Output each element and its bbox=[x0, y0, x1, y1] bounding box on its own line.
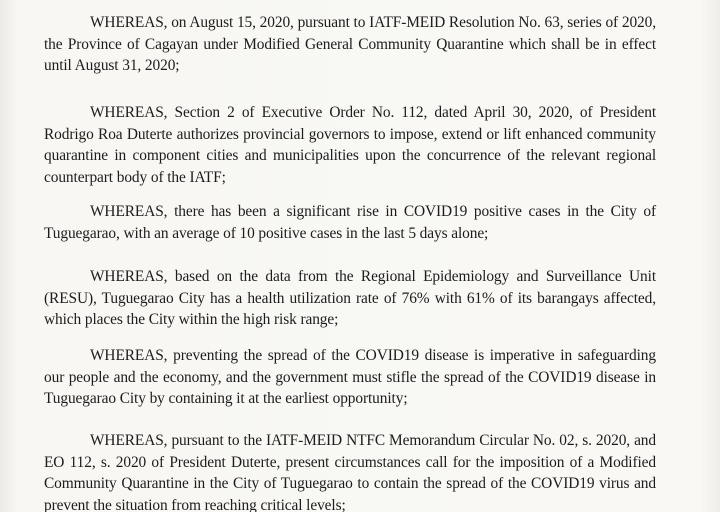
whereas-paragraph-5 bbox=[44, 345, 656, 410]
paragraph-text: WHEREAS, based on the data from the Regional Epidemiology and Surveillance Unit (RESU), Tuguegarao City has a health utilization rate of 76% with 61% of its barangays affected, which places the City within the high risk range; bbox=[44, 268, 656, 328]
paragraph-text: WHEREAS, Section 2 of Executive Order No. 112, dated April 30, 2020, of President Rodrigo Roa Duterte authorizes provincial governors to impose, extend or lift enhanced community quarantine in component cities and municipalities upon the concurrence of the relevant regional counterpart body of the IATF; bbox=[44, 104, 656, 186]
paragraph-text: WHEREAS, pursuant to the IATF-MEID NTFC Memorandum Circular No. 02, s. 2020, and EO 112, s. 2020 of President Duterte, present circumstances call for the imposition of a Modified Community Quarantine in the City of Tuguegarao to contain the spread of the COVID19 virus and prevent the situation from reaching critical levels; bbox=[44, 432, 656, 512]
whereas-paragraph-2 bbox=[44, 102, 656, 188]
paragraph-text: WHEREAS, there has been a significant rise in COVID19 positive cases in the City of Tuguegarao, with an average of 10 positive cases in the last 5 days alone; bbox=[44, 203, 656, 242]
whereas-paragraph-4 bbox=[44, 266, 656, 331]
paragraph-text: WHEREAS, preventing the spread of the COVID19 disease is imperative in safeguarding our people and the economy, and the government must stifle the spread of the COVID19 disease in Tuguegarao City by containing it at the earliest opportunity; bbox=[44, 347, 656, 407]
whereas-paragraph-3 bbox=[44, 201, 656, 244]
paragraph-text: WHEREAS, on August 15, 2020, pursuant to IATF-MEID Resolution No. 63, series of 2020, the Province of Cagayan under Modified General Community Quarantine which shall be in effect until August 31, 2020; bbox=[44, 14, 656, 74]
whereas-paragraph-6 bbox=[44, 430, 656, 512]
whereas-paragraph-1 bbox=[44, 12, 656, 77]
